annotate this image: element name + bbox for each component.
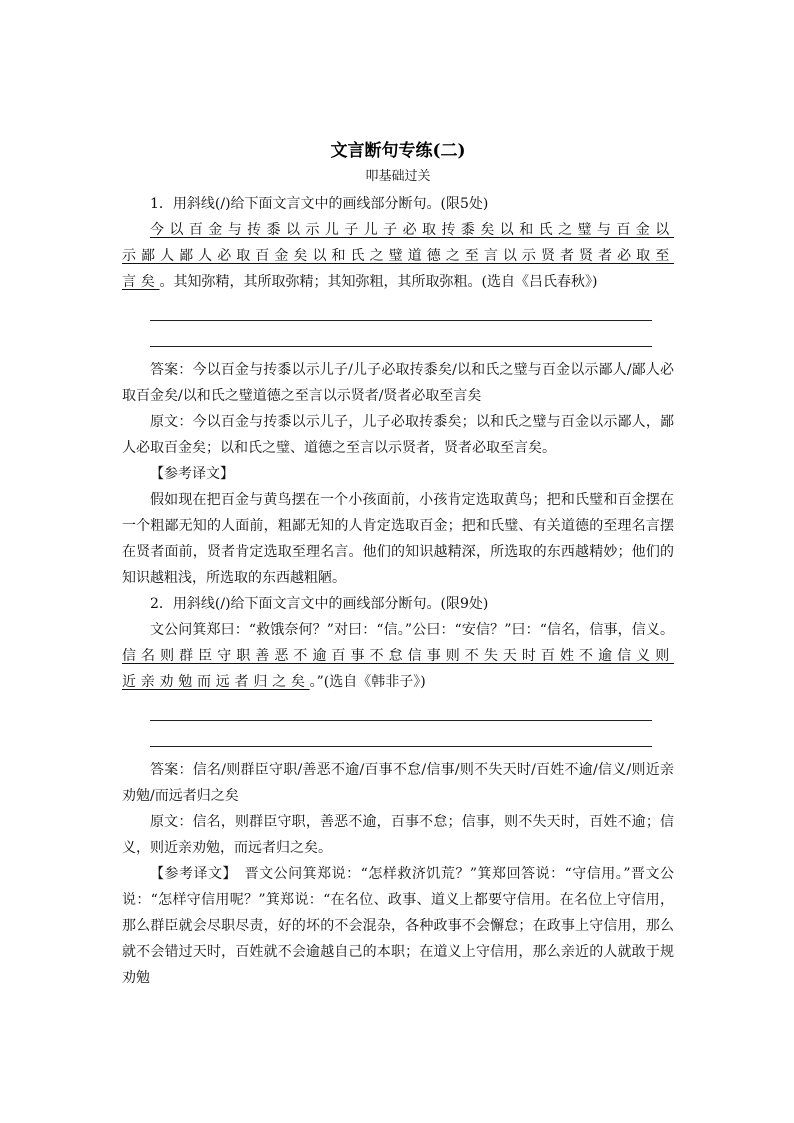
question-1-translation: 假如现在把百金与黄鸟摆在一个小孩面前，小孩肯定选取黄鸟；把和氏璧和百金摆在一个粗鄙无知的人面前，粗鄙无知的人肯定选取百金；把和氏璧、有关道德的至理名言摆在贤者面前，贤者肯定选取至理名言。他们的知识越精深，所选取的东西越精妙；他们的知识越粗浅，所选取的东西越粗陋。 [122,492,674,586]
question-2-prompt: 2．用斜线(/)给下面文言文中的画线部分断句。(限9处) [150,596,489,612]
question-1-original: 原文：今以百金与抟黍以示儿子，儿子必取抟黍矣；以和氏之璧与百金以示鄙人，鄙人必取百金矣；以和氏之璧、道德之至言以示贤者，贤者必取至言矣。 [122,414,674,456]
question-2-answer-line-1[interactable] [150,695,652,721]
question-1-answer-line-2[interactable] [150,321,652,347]
section-subtitle: 叩基础过关 [365,169,431,184]
question-2-passage-lead: 文公问箕郑曰：“救饿奈何？”对曰：“信。”公曰：“安信？”曰：“信名，信事，信义。 [150,622,674,638]
document-page [122,138,674,991]
question-2-reference-label: 【参考译文】 [150,866,231,882]
question-1-underlined-text: 今以百金与抟黍以示儿子儿子必取抟黍矣以和氏之璧与百金以示鄙人鄙人必取百金矣以和氏之璧道德之至言以示贤者贤者必取至言矣 [122,222,674,290]
question-2-passage [122,617,674,695]
question-2-underlined-text: 信名则群臣守职善恶不逾百事不怠信事则不失天时百姓不逾信义则近亲劝勉而远者归之矣 [122,648,674,690]
question-1-passage [122,217,674,295]
question-2-original: 原文：信名，则群臣守职，善恶不逾，百事不怠；信事，则不失天时，百姓不逾；信义，则近亲劝勉，而远者归之矣。 [122,814,674,856]
question-2-answer-line-2[interactable] [150,721,652,747]
question-1-reference-label: 【参考译文】 [150,466,234,482]
question-2-translation-paragraph [122,861,674,991]
document-title: 文言断句专练(二) [330,141,466,161]
question-1-prompt: 1．用斜线(/)给下面文言文中的画线部分断句。(限5处) [150,196,489,212]
question-2-translation: 晋文公问箕郑说：“怎样救济饥荒？”箕郑回答说：“守信用。”晋文公说：“怎样守信用呢？”箕郑说：“在名位、政事、道义上都要守信用。在名位上守信用，那么群臣就会尽职尽责，好的坏的不会混杂，各种政事不会懈怠；在政事上守信用，那么就不会错过天时，百姓就不会逾越自己的本职；在道义上守信用，那么亲近的人就敢于规劝勉 [122,866,674,986]
question-2-passage-tail: 。”(选自《韩非子》) [309,674,426,690]
question-1-answer: 答案：今以百金与抟黍以示儿子/儿子必取抟黍矣/以和氏之璧与百金以示鄙人/鄙人必取百金矣/以和氏之璧道德之至言以示贤者/贤者必取至言矣 [122,362,674,404]
question-1-passage-tail: 。其知弥精，其所取弥精；其知弥粗，其所取弥粗。(选自《吕氏春秋》) [159,274,598,290]
question-2-answer: 答案：信名/则群臣守职/善恶不逾/百事不怠/信事/则不失天时/百姓不逾/信义/则近亲劝勉/而远者归之矣 [122,762,674,804]
question-1-answer-line-1[interactable] [150,295,652,321]
